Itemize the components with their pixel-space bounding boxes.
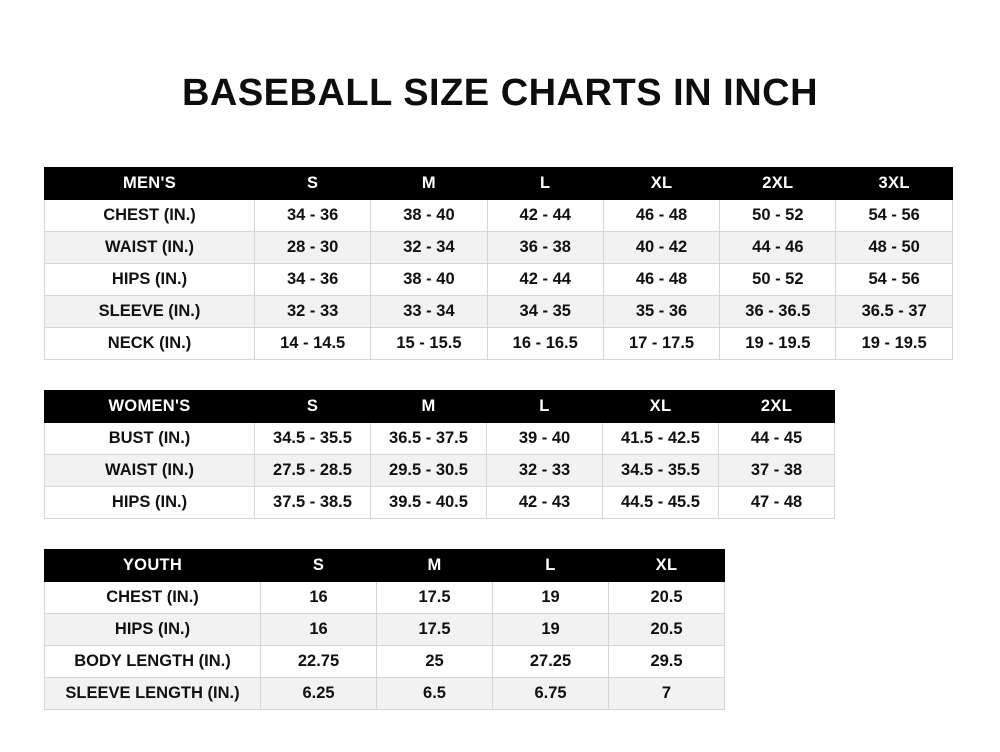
cell: 37 - 38 bbox=[719, 455, 835, 487]
table-row bbox=[45, 678, 725, 710]
cell: 6.5 bbox=[377, 678, 493, 710]
table-row bbox=[45, 328, 953, 360]
table-row bbox=[45, 646, 725, 678]
cell: 34.5 - 35.5 bbox=[603, 455, 719, 487]
row-label: SLEEVE LENGTH (IN.) bbox=[45, 678, 261, 710]
cell: 19 bbox=[493, 582, 609, 614]
cell: 39.5 - 40.5 bbox=[371, 487, 487, 519]
cell: 25 bbox=[377, 646, 493, 678]
row-label: HIPS (IN.) bbox=[45, 487, 255, 519]
cell: 41.5 - 42.5 bbox=[603, 423, 719, 455]
cell: 17.5 bbox=[377, 582, 493, 614]
cell: 19 bbox=[493, 614, 609, 646]
table-header-row bbox=[45, 391, 835, 423]
mens-header-xl: XL bbox=[603, 168, 719, 200]
youth-header-l: L bbox=[493, 550, 609, 582]
cell: 47 - 48 bbox=[719, 487, 835, 519]
cell: 44 - 45 bbox=[719, 423, 835, 455]
womens-header-l: L bbox=[487, 391, 603, 423]
cell: 16 - 16.5 bbox=[487, 328, 603, 360]
mens-header-m: M bbox=[371, 168, 487, 200]
mens-size-table bbox=[44, 167, 953, 360]
cell: 32 - 33 bbox=[255, 296, 371, 328]
table-header-row bbox=[45, 168, 953, 200]
mens-table-body bbox=[45, 200, 953, 360]
cell: 34.5 - 35.5 bbox=[255, 423, 371, 455]
row-label: NECK (IN.) bbox=[45, 328, 255, 360]
cell: 6.25 bbox=[261, 678, 377, 710]
cell: 36 - 38 bbox=[487, 232, 603, 264]
table-row bbox=[45, 487, 835, 519]
row-label: CHEST (IN.) bbox=[45, 582, 261, 614]
table-row bbox=[45, 296, 953, 328]
mens-header-category: MEN'S bbox=[45, 168, 255, 200]
cell: 7 bbox=[609, 678, 725, 710]
row-label: HIPS (IN.) bbox=[45, 264, 255, 296]
cell: 34 - 36 bbox=[255, 200, 371, 232]
youth-table-header bbox=[45, 550, 725, 582]
cell: 38 - 40 bbox=[371, 200, 487, 232]
cell: 35 - 36 bbox=[603, 296, 719, 328]
cell: 19 - 19.5 bbox=[720, 328, 836, 360]
cell: 6.75 bbox=[493, 678, 609, 710]
cell: 40 - 42 bbox=[603, 232, 719, 264]
table-row bbox=[45, 200, 953, 232]
womens-size-table bbox=[44, 390, 835, 519]
cell: 38 - 40 bbox=[371, 264, 487, 296]
cell: 42 - 44 bbox=[487, 264, 603, 296]
cell: 16 bbox=[261, 614, 377, 646]
row-label: WAIST (IN.) bbox=[45, 455, 255, 487]
cell: 27.25 bbox=[493, 646, 609, 678]
cell: 50 - 52 bbox=[720, 264, 836, 296]
youth-size-table bbox=[44, 549, 725, 710]
womens-table-body bbox=[45, 423, 835, 519]
table-row bbox=[45, 264, 953, 296]
cell: 29.5 bbox=[609, 646, 725, 678]
cell: 54 - 56 bbox=[836, 200, 952, 232]
row-label: SLEEVE (IN.) bbox=[45, 296, 255, 328]
table-row bbox=[45, 423, 835, 455]
cell: 39 - 40 bbox=[487, 423, 603, 455]
size-tables bbox=[0, 167, 1000, 710]
cell: 27.5 - 28.5 bbox=[255, 455, 371, 487]
row-label: CHEST (IN.) bbox=[45, 200, 255, 232]
cell: 29.5 - 30.5 bbox=[371, 455, 487, 487]
cell: 16 bbox=[261, 582, 377, 614]
cell: 34 - 36 bbox=[255, 264, 371, 296]
cell: 44.5 - 45.5 bbox=[603, 487, 719, 519]
cell: 48 - 50 bbox=[836, 232, 952, 264]
cell: 46 - 48 bbox=[603, 200, 719, 232]
cell: 17 - 17.5 bbox=[603, 328, 719, 360]
cell: 44 - 46 bbox=[720, 232, 836, 264]
youth-header-m: M bbox=[377, 550, 493, 582]
womens-header-category: WOMEN'S bbox=[45, 391, 255, 423]
youth-header-s: S bbox=[261, 550, 377, 582]
cell: 36.5 - 37.5 bbox=[371, 423, 487, 455]
mens-header-l: L bbox=[487, 168, 603, 200]
cell: 50 - 52 bbox=[720, 200, 836, 232]
row-label: BODY LENGTH (IN.) bbox=[45, 646, 261, 678]
cell: 54 - 56 bbox=[836, 264, 952, 296]
womens-header-s: S bbox=[255, 391, 371, 423]
cell: 42 - 44 bbox=[487, 200, 603, 232]
cell: 36.5 - 37 bbox=[836, 296, 952, 328]
cell: 32 - 33 bbox=[487, 455, 603, 487]
youth-header-category: YOUTH bbox=[45, 550, 261, 582]
table-row bbox=[45, 455, 835, 487]
table-header-row bbox=[45, 550, 725, 582]
youth-header-xl: XL bbox=[609, 550, 725, 582]
cell: 20.5 bbox=[609, 614, 725, 646]
table-row bbox=[45, 232, 953, 264]
mens-header-3xl: 3XL bbox=[836, 168, 952, 200]
cell: 46 - 48 bbox=[603, 264, 719, 296]
cell: 34 - 35 bbox=[487, 296, 603, 328]
cell: 37.5 - 38.5 bbox=[255, 487, 371, 519]
mens-table-header bbox=[45, 168, 953, 200]
cell: 42 - 43 bbox=[487, 487, 603, 519]
womens-header-xl: XL bbox=[603, 391, 719, 423]
table-row bbox=[45, 582, 725, 614]
cell: 15 - 15.5 bbox=[371, 328, 487, 360]
cell: 36 - 36.5 bbox=[720, 296, 836, 328]
page-title: BASEBALL SIZE CHARTS IN INCH bbox=[181, 72, 819, 114]
mens-header-s: S bbox=[255, 168, 371, 200]
cell: 20.5 bbox=[609, 582, 725, 614]
cell: 32 - 34 bbox=[371, 232, 487, 264]
womens-table-header bbox=[45, 391, 835, 423]
youth-table-body bbox=[45, 582, 725, 710]
row-label: WAIST (IN.) bbox=[45, 232, 255, 264]
cell: 17.5 bbox=[377, 614, 493, 646]
cell: 14 - 14.5 bbox=[255, 328, 371, 360]
row-label: BUST (IN.) bbox=[45, 423, 255, 455]
cell: 22.75 bbox=[261, 646, 377, 678]
cell: 28 - 30 bbox=[255, 232, 371, 264]
table-row bbox=[45, 614, 725, 646]
row-label: HIPS (IN.) bbox=[45, 614, 261, 646]
womens-header-2xl: 2XL bbox=[719, 391, 835, 423]
womens-header-m: M bbox=[371, 391, 487, 423]
mens-header-2xl: 2XL bbox=[720, 168, 836, 200]
cell: 33 - 34 bbox=[371, 296, 487, 328]
cell: 19 - 19.5 bbox=[836, 328, 952, 360]
